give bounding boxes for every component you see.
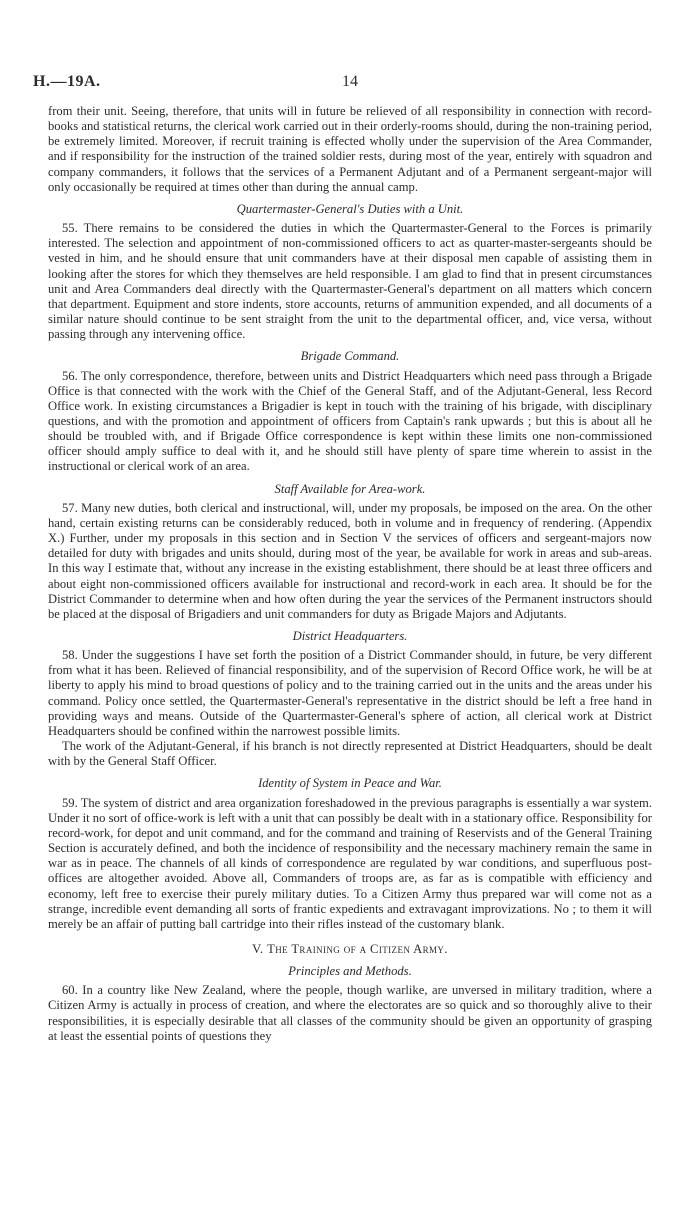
paragraph-56: 56. The only correspondence, therefore, between units and District Headquarters which need pass through a Brigade Office is that connected with the work with the Chief of the General Staff, and of the Adjutant-General, less Record Office work. In existing circumstances a Brigadier is kept in touch with the training of his brigade, with disciplinary questions, and with the promotion and appointment of officers from Captain's rank upwards ; but this is about all he should be troubled with, and if Brigade Office correspondence is kept within these limits one non-commissioned officer should amply suffice to deal with it, and he should still have plenty of spare time wherein to assist in the instructional or clerical work of an area. (48, 368, 652, 474)
paragraph-59: 59. The system of district and area organization foreshadowed in the previous paragraphs is essentially a war system. Under it no sort of office-work is left with a unit that can possibly be dealt with in a stationary office. Responsibility for record-work, for depot and unit command, and for the command and training of Reservists and of the General Training Section is accurately defined, and both the incidence of responsibility and the necessary machinery remain the same in war as in peace. The channels of all kinds of correspondence are regulated by war conditions, and superfluous post-offices are altogether avoided. Above all, Commanders of troops are, as far as is compatible with efficiency and economy, left free to exercise their purely military duties. To a Citizen Army thus prepared war will come not as a strange, incredible event demanding all sorts of frantic expedients and extravagant improvizations. No ; to them it will merely be an affair of putting ball cartridge into their rifles instead of the customary blank. (48, 795, 652, 931)
paragraph-57: 57. Many new duties, both clerical and instructional, will, under my proposals, be imposed on the area. On the other hand, certain existing returns can be considerably reduced, both in volume and in frequency of rendering. (Appendix X.) Further, under my proposals in this section and in Section V the services of officers and sergeant-majors now detailed for duty with brigades and units should, during most of the year, be available for work in areas and sub-areas. In this way I estimate that, without any increase in the existing establishment, there should be at least three officers and about eight non-commissioned officers available for instructional and record-work in each area. It should be for the District Commander to determine when and how often during the year the services of the Permanent instructors should be placed at the disposal of Brigadiers and unit commanders for duty as Brigade Majors and Adjutants. (48, 500, 652, 621)
section-heading-identity-of-system: Identity of System in Peace and War. (258, 776, 442, 791)
section-heading-district-headquarters: District Headquarters. (292, 629, 408, 643)
part-number: V. (252, 941, 264, 956)
paragraph-58: 58. Under the suggestions I have set forth the position of a District Commander should, in future, be very different from what it has been. Relieved of financial responsibility, and of the supervision of Record Office work, he will be at liberty to apply his mind to broad questions of policy and to the training carried out in the units and the areas under his command. Policy once settled, the Quartermaster-General's representative in the district should be left a free hand in providing ways and means. Outside of the Quartermaster-General's sphere of action, all clerical work at District Headquarters should be confined within the narrowest possible limits. (48, 648, 652, 738)
page-number: 14 (342, 73, 358, 90)
section-heading-staff-area-work: Staff Available for Area-work. (274, 481, 426, 496)
section-heading-quartermaster: Quartermaster-General's Duties with a Unit. (236, 201, 464, 216)
page-header (33, 73, 667, 95)
page-body (48, 104, 652, 1044)
paragraph-continuation: from their unit. Seeing, therefore, that units will in future be relieved of all responsibility in connection with record-books and statistical returns, the clerical work carried out in their orderly-rooms should, during the non-training period, be extremely limited. Moreover, if recruit training is effected wholly under the supervision of the Area Commander, and if responsibility for the instruction of the trained soldier rests, during most of the year, entirely with squadron and company commanders, it follows that the services of a Permanent Adjutant and of a Permanent sergeant-major will only occasionally be required at times other than during the annual camp. (48, 104, 652, 194)
part-title: The Training of a Citizen Army. (267, 941, 448, 956)
paragraph-55: 55. There remains to be considered the duties in which the Quartermaster-General to the Forces is primarily interested. The selection and appointment of non-commissioned officers to act as quarter-master-sergeants should be vested in him, and he should ensure that unit commanders have at their disposal men capable of assisting them in looking after the stores for which they themselves are held responsible. I am glad to find that in present circumstances unit and Area Commanders deal directly with the Quartermaster-General's department on all matters which concern that department. Equipment and store indents, store accounts, returns of ammunition expended, and all documents of a similar nature should continue to be sent straight from the unit to the departmental officer, and, vice versa, without passing through any intervening office. (48, 221, 652, 342)
part-heading (48, 942, 652, 957)
paragraph-58-continued: The work of the Adjutant-General, if his branch is not directly represented at District Headquarters, should be dealt with by the General Staff Officer. (48, 739, 652, 769)
paragraph-60: 60. In a country like New Zealand, where the people, though warlike, are unversed in military tradition, where a Citizen Army is actually in process of creation, and where the electorates are so quick and so thoroughly alive to their responsibilities, it is especially desirable that all classes of the community should be given an opportunity of grasping at least the essential points of questions they (48, 983, 652, 1043)
section-heading-brigade-command: Brigade Command. (300, 349, 400, 364)
document-reference: H.—19A. (33, 73, 101, 90)
section-heading-principles-methods: Principles and Methods. (288, 964, 412, 979)
